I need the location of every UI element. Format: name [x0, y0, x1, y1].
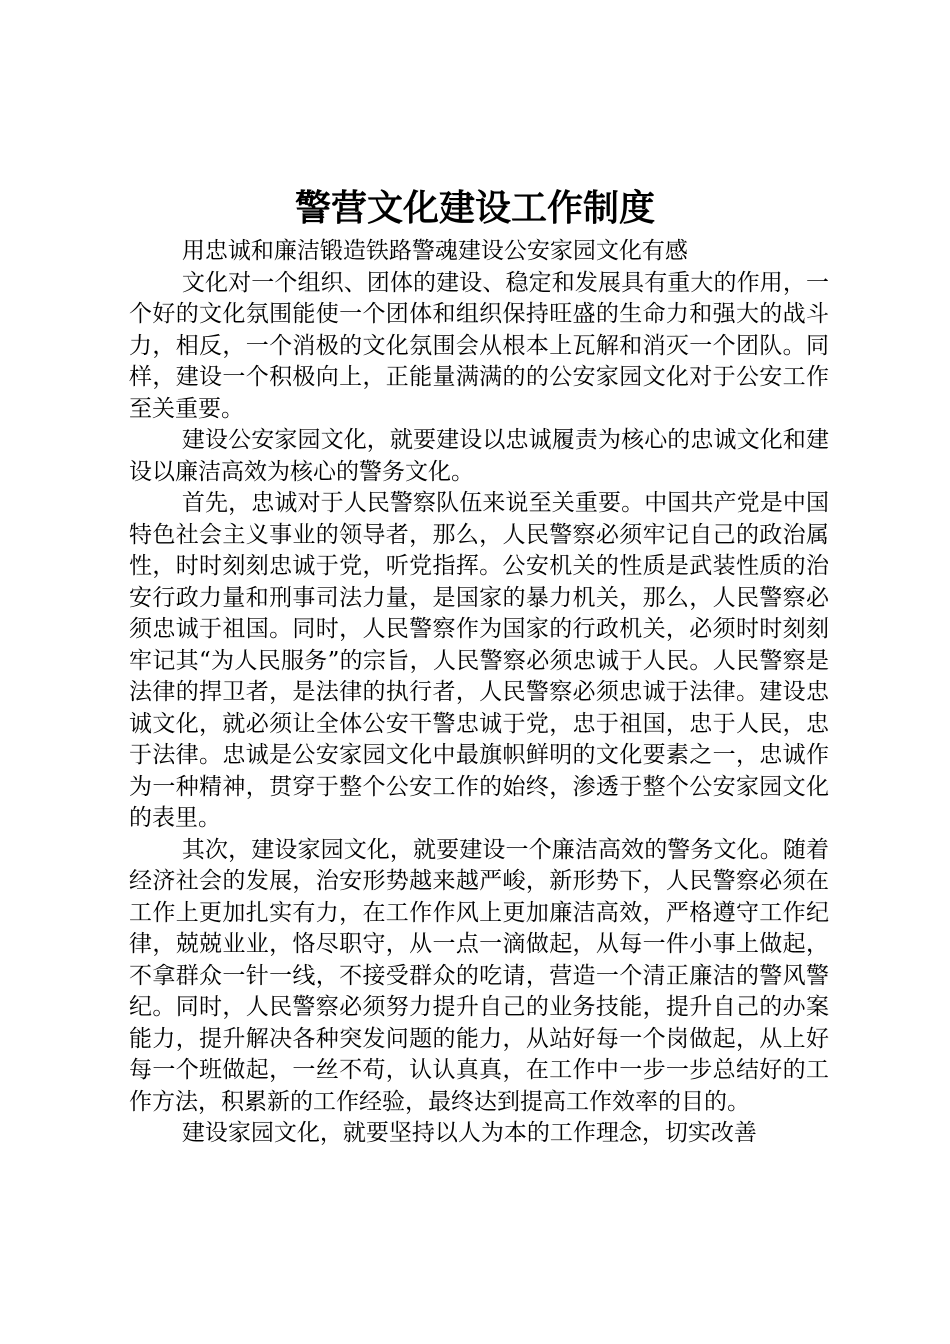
body-paragraph: 文化对一个组织、团体的建设、稳定和发展具有重大的作用，一个好的文化氛围能使一个团体和组织保持旺盛的生命力和强大的战斗力，相反，一个消极的文化氛围会从根本上瓦解和消灭一个团队。同样，建设一个积极向上，正能量满满的的公安家园文化对于公安工作至关重要。: [129, 269, 829, 422]
body-paragraph: 建设公安家园文化，就要建设以忠诚履责为核心的忠诚文化和建设以廉洁高效为核心的警务文化。: [129, 427, 829, 485]
document-title: 警营文化建设工作制度: [294, 187, 655, 229]
subtitle-paragraph: 用忠诚和廉洁锻造铁路警魂建设公安家园文化有感: [181, 238, 688, 264]
document-body: [129, 236, 829, 1150]
body-paragraph: 首先，忠诚对于人民警察队伍来说至关重要。中国共产党是中国特色社会主义事业的领导者，那么，人民警察必须牢记自己的政治属性，时时刻刻忠诚于党，听党指挥。公安机关的性质是武装性质的治安行政力量和刑事司法力量，是国家的暴力机关，那么，人民警察必须忠诚于祖国。同时，人民警察作为国家的行政机关，必须时时刻刻牢记其“为人民服务”的宗旨，人民警察必须忠诚于人民。人民警察是法律的捍卫者，是法律的执行者，人民警察必须忠诚于法律。建设忠诚文化，就必须让全体公安干警忠诚于党，忠于祖国，忠于人民，忠于法律。忠诚是公安家园文化中最旗帜鲜明的文化要素之一，忠诚作为一种精神，贯穿于整个公安工作的始终，渗透于整个公安家园文化的表里。: [129, 490, 829, 831]
body-paragraph: 建设家园文化，就要坚持以人为本的工作理念，切实改善: [181, 1120, 757, 1146]
body-paragraph: 其次，建设家园文化，就要建设一个廉洁高效的警务文化。随着经济社会的发展，治安形势越来越严峻，新形势下，人民警察必须在工作上更加扎实有力，在工作作风上更加廉洁高效，严格遵守工作纪律，兢兢业业，恪尽职守，从一点一滴做起，从每一件小事上做起，不拿群众一针一线，不接受群众的吃请，营造一个清正廉洁的警风警纪。同时，人民警察必须努力提升自己的业务技能，提升自己的办案能力，提升解决各种突发问题的能力，从站好每一个岗做起，从上好每一个班做起，一丝不苟，认认真真，在工作中一步一步总结好的工作方法，积累新的工作经验，最终达到提高工作效率的目的。: [129, 836, 829, 1115]
